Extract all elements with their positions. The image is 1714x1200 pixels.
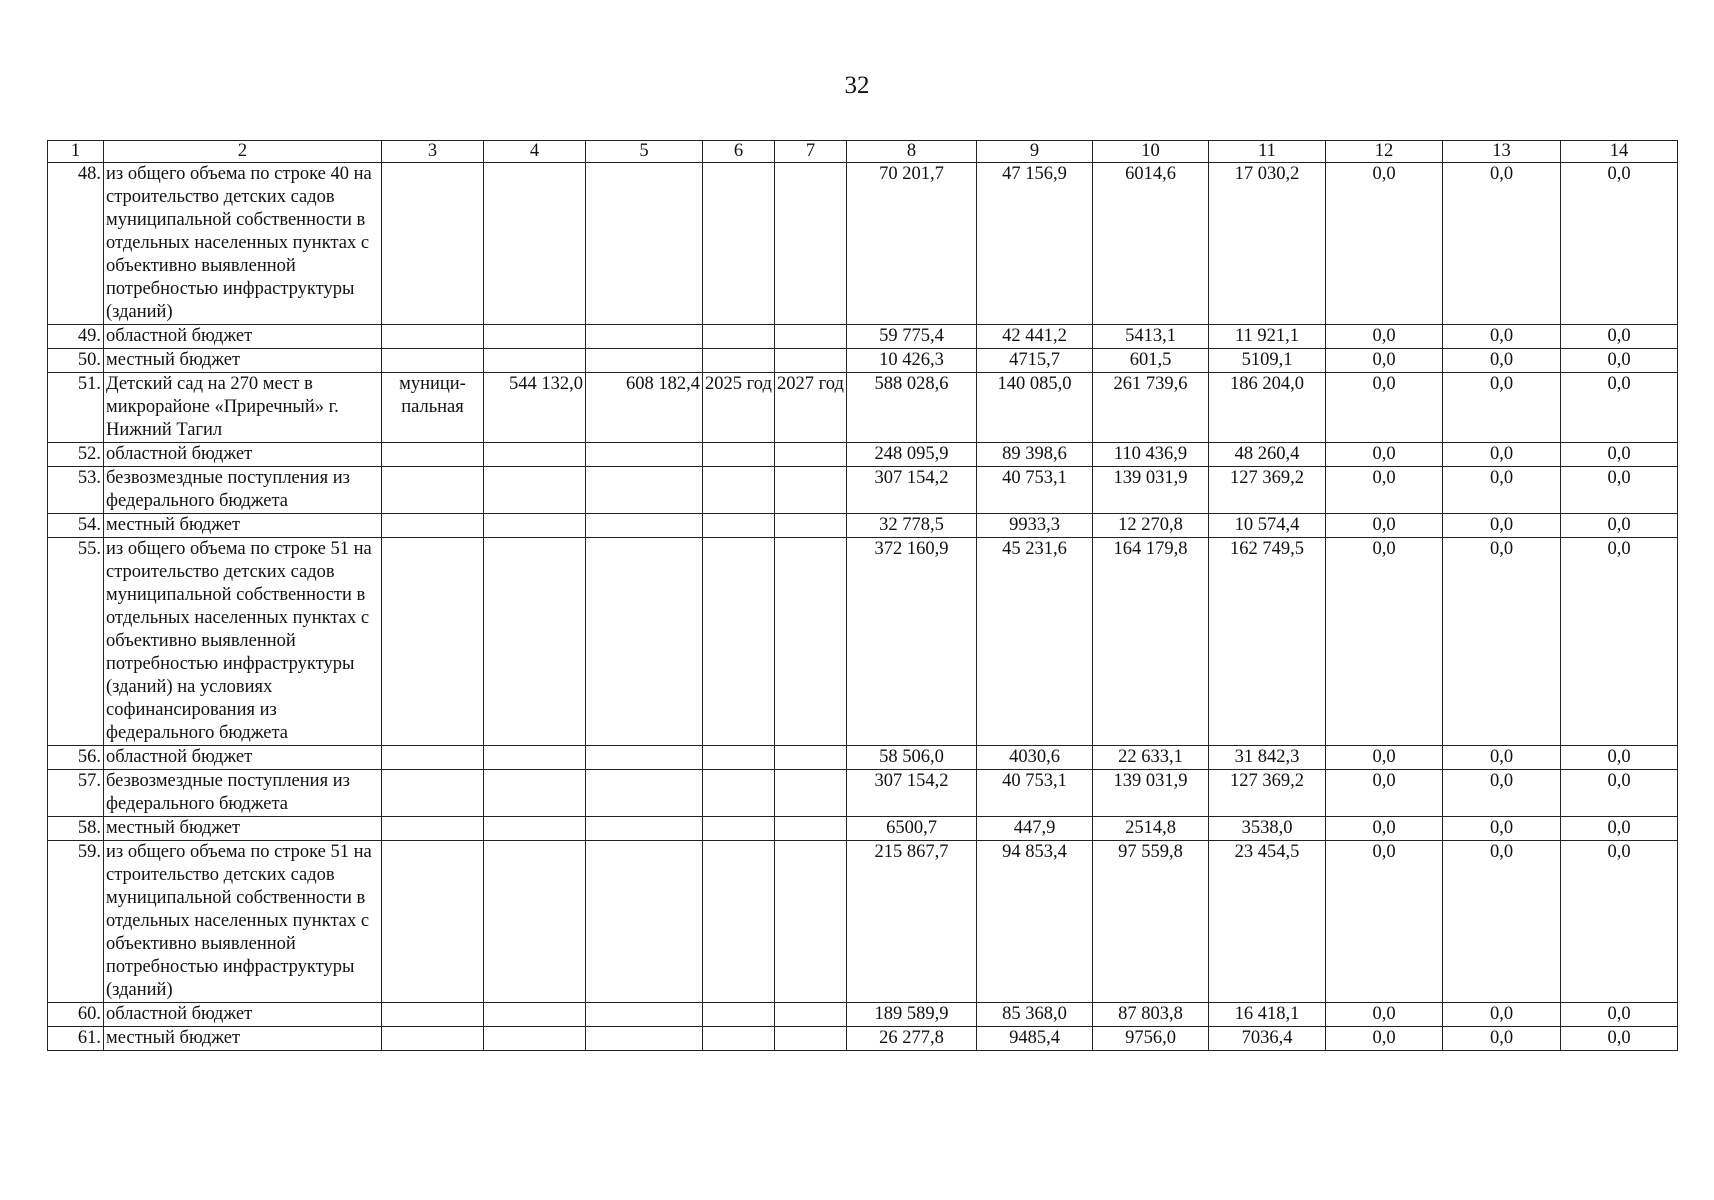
start-year — [703, 443, 775, 467]
row-number: 61. — [48, 1027, 104, 1051]
cell-9: 140 085,0 — [977, 373, 1093, 443]
end-year — [775, 467, 847, 514]
cell-10: 601,5 — [1093, 349, 1209, 373]
cell-4 — [484, 817, 586, 841]
cell-14: 0,0 — [1561, 538, 1678, 746]
cell-5 — [586, 746, 703, 770]
cell-14: 0,0 — [1561, 746, 1678, 770]
cell-13: 0,0 — [1443, 538, 1561, 746]
cell-14: 0,0 — [1561, 841, 1678, 1003]
ownership — [382, 325, 484, 349]
cell-8: 26 277,8 — [847, 1027, 977, 1051]
cell-14: 0,0 — [1561, 1027, 1678, 1051]
cell-9: 85 368,0 — [977, 1003, 1093, 1027]
start-year — [703, 514, 775, 538]
start-year — [703, 163, 775, 325]
cell-10: 2514,8 — [1093, 817, 1209, 841]
cell-9: 94 853,4 — [977, 841, 1093, 1003]
column-number-12: 12 — [1326, 141, 1443, 163]
cell-12: 0,0 — [1326, 1027, 1443, 1051]
cell-10: 6014,6 — [1093, 163, 1209, 325]
cell-13: 0,0 — [1443, 770, 1561, 817]
cell-13: 0,0 — [1443, 443, 1561, 467]
item-name: из общего объема по строке 40 на строительство детских садов муниципальной собственности в отдельных населенных пунктах с объективно выявленной потребностью инфраструктуры (зданий) — [104, 163, 382, 325]
end-year: 2027 год — [775, 373, 847, 443]
cell-8: 58 506,0 — [847, 746, 977, 770]
ownership — [382, 841, 484, 1003]
cell-8: 307 154,2 — [847, 467, 977, 514]
end-year — [775, 163, 847, 325]
cell-14: 0,0 — [1561, 163, 1678, 325]
ownership — [382, 1027, 484, 1051]
cell-14: 0,0 — [1561, 325, 1678, 349]
start-year — [703, 817, 775, 841]
cell-13: 0,0 — [1443, 325, 1561, 349]
ownership — [382, 1003, 484, 1027]
cell-13: 0,0 — [1443, 1027, 1561, 1051]
cell-8: 588 028,6 — [847, 373, 977, 443]
table-row — [48, 538, 1678, 746]
cell-13: 0,0 — [1443, 349, 1561, 373]
table-row — [48, 1027, 1678, 1051]
start-year — [703, 325, 775, 349]
cell-13: 0,0 — [1443, 1003, 1561, 1027]
item-name: областной бюджет — [104, 443, 382, 467]
table-row — [48, 163, 1678, 325]
cell-5 — [586, 443, 703, 467]
cell-8: 6500,7 — [847, 817, 977, 841]
cell-11: 16 418,1 — [1209, 1003, 1326, 1027]
item-name: местный бюджет — [104, 514, 382, 538]
cell-4: 544 132,0 — [484, 373, 586, 443]
ownership — [382, 746, 484, 770]
start-year — [703, 538, 775, 746]
cell-14: 0,0 — [1561, 373, 1678, 443]
cell-4 — [484, 1027, 586, 1051]
cell-5 — [586, 467, 703, 514]
column-number-14: 14 — [1561, 141, 1678, 163]
cell-9: 45 231,6 — [977, 538, 1093, 746]
start-year — [703, 467, 775, 514]
row-number: 56. — [48, 746, 104, 770]
cell-8: 248 095,9 — [847, 443, 977, 467]
cell-5 — [586, 770, 703, 817]
item-name: из общего объема по строке 51 на строительство детских садов муниципальной собственности в отдельных населенных пунктах с объективно выявленной потребностью инфраструктуры (зданий) на условиях софинансирования из федерального бюджета — [104, 538, 382, 746]
cell-9: 47 156,9 — [977, 163, 1093, 325]
cell-13: 0,0 — [1443, 514, 1561, 538]
cell-11: 162 749,5 — [1209, 538, 1326, 746]
cell-9: 9933,3 — [977, 514, 1093, 538]
item-name: областной бюджет — [104, 746, 382, 770]
cell-13: 0,0 — [1443, 467, 1561, 514]
cell-8: 59 775,4 — [847, 325, 977, 349]
table-row — [48, 373, 1678, 443]
cell-4 — [484, 163, 586, 325]
end-year — [775, 841, 847, 1003]
table-row — [48, 514, 1678, 538]
table-row — [48, 349, 1678, 373]
cell-10: 139 031,9 — [1093, 467, 1209, 514]
start-year — [703, 841, 775, 1003]
item-name: местный бюджет — [104, 349, 382, 373]
end-year — [775, 1003, 847, 1027]
column-number-6: 6 — [703, 141, 775, 163]
cell-13: 0,0 — [1443, 841, 1561, 1003]
cell-12: 0,0 — [1326, 514, 1443, 538]
cell-10: 110 436,9 — [1093, 443, 1209, 467]
row-number: 50. — [48, 349, 104, 373]
cell-12: 0,0 — [1326, 841, 1443, 1003]
cell-14: 0,0 — [1561, 1003, 1678, 1027]
row-number: 58. — [48, 817, 104, 841]
table-body — [48, 163, 1678, 1051]
end-year — [775, 817, 847, 841]
cell-8: 215 867,7 — [847, 841, 977, 1003]
table-row — [48, 746, 1678, 770]
cell-12: 0,0 — [1326, 349, 1443, 373]
row-number: 59. — [48, 841, 104, 1003]
cell-10: 22 633,1 — [1093, 746, 1209, 770]
ownership — [382, 538, 484, 746]
end-year — [775, 746, 847, 770]
cell-9: 42 441,2 — [977, 325, 1093, 349]
cell-8: 32 778,5 — [847, 514, 977, 538]
column-number-row — [48, 141, 1678, 163]
cell-5 — [586, 349, 703, 373]
end-year — [775, 514, 847, 538]
cell-4 — [484, 514, 586, 538]
column-number-4: 4 — [484, 141, 586, 163]
cell-14: 0,0 — [1561, 467, 1678, 514]
column-number-9: 9 — [977, 141, 1093, 163]
cell-9: 447,9 — [977, 817, 1093, 841]
cell-8: 10 426,3 — [847, 349, 977, 373]
item-name: местный бюджет — [104, 1027, 382, 1051]
column-number-8: 8 — [847, 141, 977, 163]
table-row — [48, 325, 1678, 349]
cell-4 — [484, 770, 586, 817]
start-year — [703, 746, 775, 770]
cell-5 — [586, 1027, 703, 1051]
cell-10: 12 270,8 — [1093, 514, 1209, 538]
cell-9: 4030,6 — [977, 746, 1093, 770]
end-year — [775, 349, 847, 373]
table-row — [48, 841, 1678, 1003]
cell-12: 0,0 — [1326, 538, 1443, 746]
cell-11: 17 030,2 — [1209, 163, 1326, 325]
cell-4 — [484, 443, 586, 467]
row-number: 52. — [48, 443, 104, 467]
cell-9: 40 753,1 — [977, 467, 1093, 514]
cell-5 — [586, 841, 703, 1003]
table-row — [48, 443, 1678, 467]
cell-11: 48 260,4 — [1209, 443, 1326, 467]
cell-13: 0,0 — [1443, 746, 1561, 770]
row-number: 48. — [48, 163, 104, 325]
cell-12: 0,0 — [1326, 746, 1443, 770]
start-year — [703, 1027, 775, 1051]
table-row — [48, 770, 1678, 817]
cell-4 — [484, 467, 586, 514]
cell-12: 0,0 — [1326, 325, 1443, 349]
cell-11: 186 204,0 — [1209, 373, 1326, 443]
cell-13: 0,0 — [1443, 817, 1561, 841]
cell-11: 23 454,5 — [1209, 841, 1326, 1003]
cell-8: 307 154,2 — [847, 770, 977, 817]
column-number-10: 10 — [1093, 141, 1209, 163]
cell-9: 89 398,6 — [977, 443, 1093, 467]
end-year — [775, 325, 847, 349]
cell-11: 10 574,4 — [1209, 514, 1326, 538]
item-name: из общего объема по строке 51 на строительство детских садов муниципальной собственности в отдельных населенных пунктах с объективно выявленной потребностью инфраструктуры (зданий) — [104, 841, 382, 1003]
cell-9: 40 753,1 — [977, 770, 1093, 817]
column-number-3: 3 — [382, 141, 484, 163]
cell-10: 97 559,8 — [1093, 841, 1209, 1003]
item-name: безвозмездные поступления из федерального бюджета — [104, 770, 382, 817]
cell-12: 0,0 — [1326, 443, 1443, 467]
cell-11: 3538,0 — [1209, 817, 1326, 841]
cell-4 — [484, 325, 586, 349]
cell-5 — [586, 538, 703, 746]
cell-10: 9756,0 — [1093, 1027, 1209, 1051]
cell-4 — [484, 746, 586, 770]
cell-14: 0,0 — [1561, 514, 1678, 538]
cell-10: 5413,1 — [1093, 325, 1209, 349]
ownership — [382, 817, 484, 841]
start-year — [703, 770, 775, 817]
end-year — [775, 538, 847, 746]
budget-table — [47, 140, 1678, 1051]
cell-5 — [586, 1003, 703, 1027]
cell-10: 139 031,9 — [1093, 770, 1209, 817]
row-number: 49. — [48, 325, 104, 349]
cell-5: 608 182,4 — [586, 373, 703, 443]
cell-12: 0,0 — [1326, 817, 1443, 841]
cell-13: 0,0 — [1443, 373, 1561, 443]
item-name: областной бюджет — [104, 1003, 382, 1027]
ownership — [382, 514, 484, 538]
column-number-2: 2 — [104, 141, 382, 163]
end-year — [775, 770, 847, 817]
cell-4 — [484, 349, 586, 373]
end-year — [775, 443, 847, 467]
cell-12: 0,0 — [1326, 467, 1443, 514]
cell-11: 127 369,2 — [1209, 467, 1326, 514]
column-number-5: 5 — [586, 141, 703, 163]
ownership — [382, 163, 484, 325]
cell-14: 0,0 — [1561, 770, 1678, 817]
row-number: 60. — [48, 1003, 104, 1027]
row-number: 51. — [48, 373, 104, 443]
row-number: 53. — [48, 467, 104, 514]
table-row — [48, 467, 1678, 514]
cell-4 — [484, 1003, 586, 1027]
table-row — [48, 817, 1678, 841]
column-number-1: 1 — [48, 141, 104, 163]
cell-12: 0,0 — [1326, 1003, 1443, 1027]
cell-12: 0,0 — [1326, 373, 1443, 443]
table-row — [48, 1003, 1678, 1027]
cell-5 — [586, 514, 703, 538]
cell-12: 0,0 — [1326, 163, 1443, 325]
cell-14: 0,0 — [1561, 443, 1678, 467]
cell-8: 70 201,7 — [847, 163, 977, 325]
end-year — [775, 1027, 847, 1051]
cell-8: 372 160,9 — [847, 538, 977, 746]
cell-11: 31 842,3 — [1209, 746, 1326, 770]
row-number: 54. — [48, 514, 104, 538]
cell-5 — [586, 325, 703, 349]
cell-11: 127 369,2 — [1209, 770, 1326, 817]
column-number-11: 11 — [1209, 141, 1326, 163]
page-number: 32 — [844, 72, 870, 99]
cell-9: 4715,7 — [977, 349, 1093, 373]
cell-9: 9485,4 — [977, 1027, 1093, 1051]
cell-5 — [586, 163, 703, 325]
start-year — [703, 349, 775, 373]
item-name: областной бюджет — [104, 325, 382, 349]
cell-12: 0,0 — [1326, 770, 1443, 817]
cell-11: 7036,4 — [1209, 1027, 1326, 1051]
cell-11: 11 921,1 — [1209, 325, 1326, 349]
item-name: безвозмездные поступления из федерального бюджета — [104, 467, 382, 514]
cell-14: 0,0 — [1561, 349, 1678, 373]
cell-10: 164 179,8 — [1093, 538, 1209, 746]
ownership — [382, 467, 484, 514]
ownership — [382, 349, 484, 373]
cell-5 — [586, 817, 703, 841]
cell-10: 87 803,8 — [1093, 1003, 1209, 1027]
ownership — [382, 770, 484, 817]
ownership: муници-пальная — [382, 373, 484, 443]
cell-14: 0,0 — [1561, 817, 1678, 841]
column-number-13: 13 — [1443, 141, 1561, 163]
row-number: 55. — [48, 538, 104, 746]
column-number-7: 7 — [775, 141, 847, 163]
item-name: Детский сад на 270 мест в микрорайоне «Приречный» г. Нижний Тагил — [104, 373, 382, 443]
cell-8: 189 589,9 — [847, 1003, 977, 1027]
ownership — [382, 443, 484, 467]
cell-11: 5109,1 — [1209, 349, 1326, 373]
start-year: 2025 год — [703, 373, 775, 443]
cell-4 — [484, 841, 586, 1003]
cell-13: 0,0 — [1443, 163, 1561, 325]
cell-10: 261 739,6 — [1093, 373, 1209, 443]
item-name: местный бюджет — [104, 817, 382, 841]
row-number: 57. — [48, 770, 104, 817]
cell-4 — [484, 538, 586, 746]
start-year — [703, 1003, 775, 1027]
